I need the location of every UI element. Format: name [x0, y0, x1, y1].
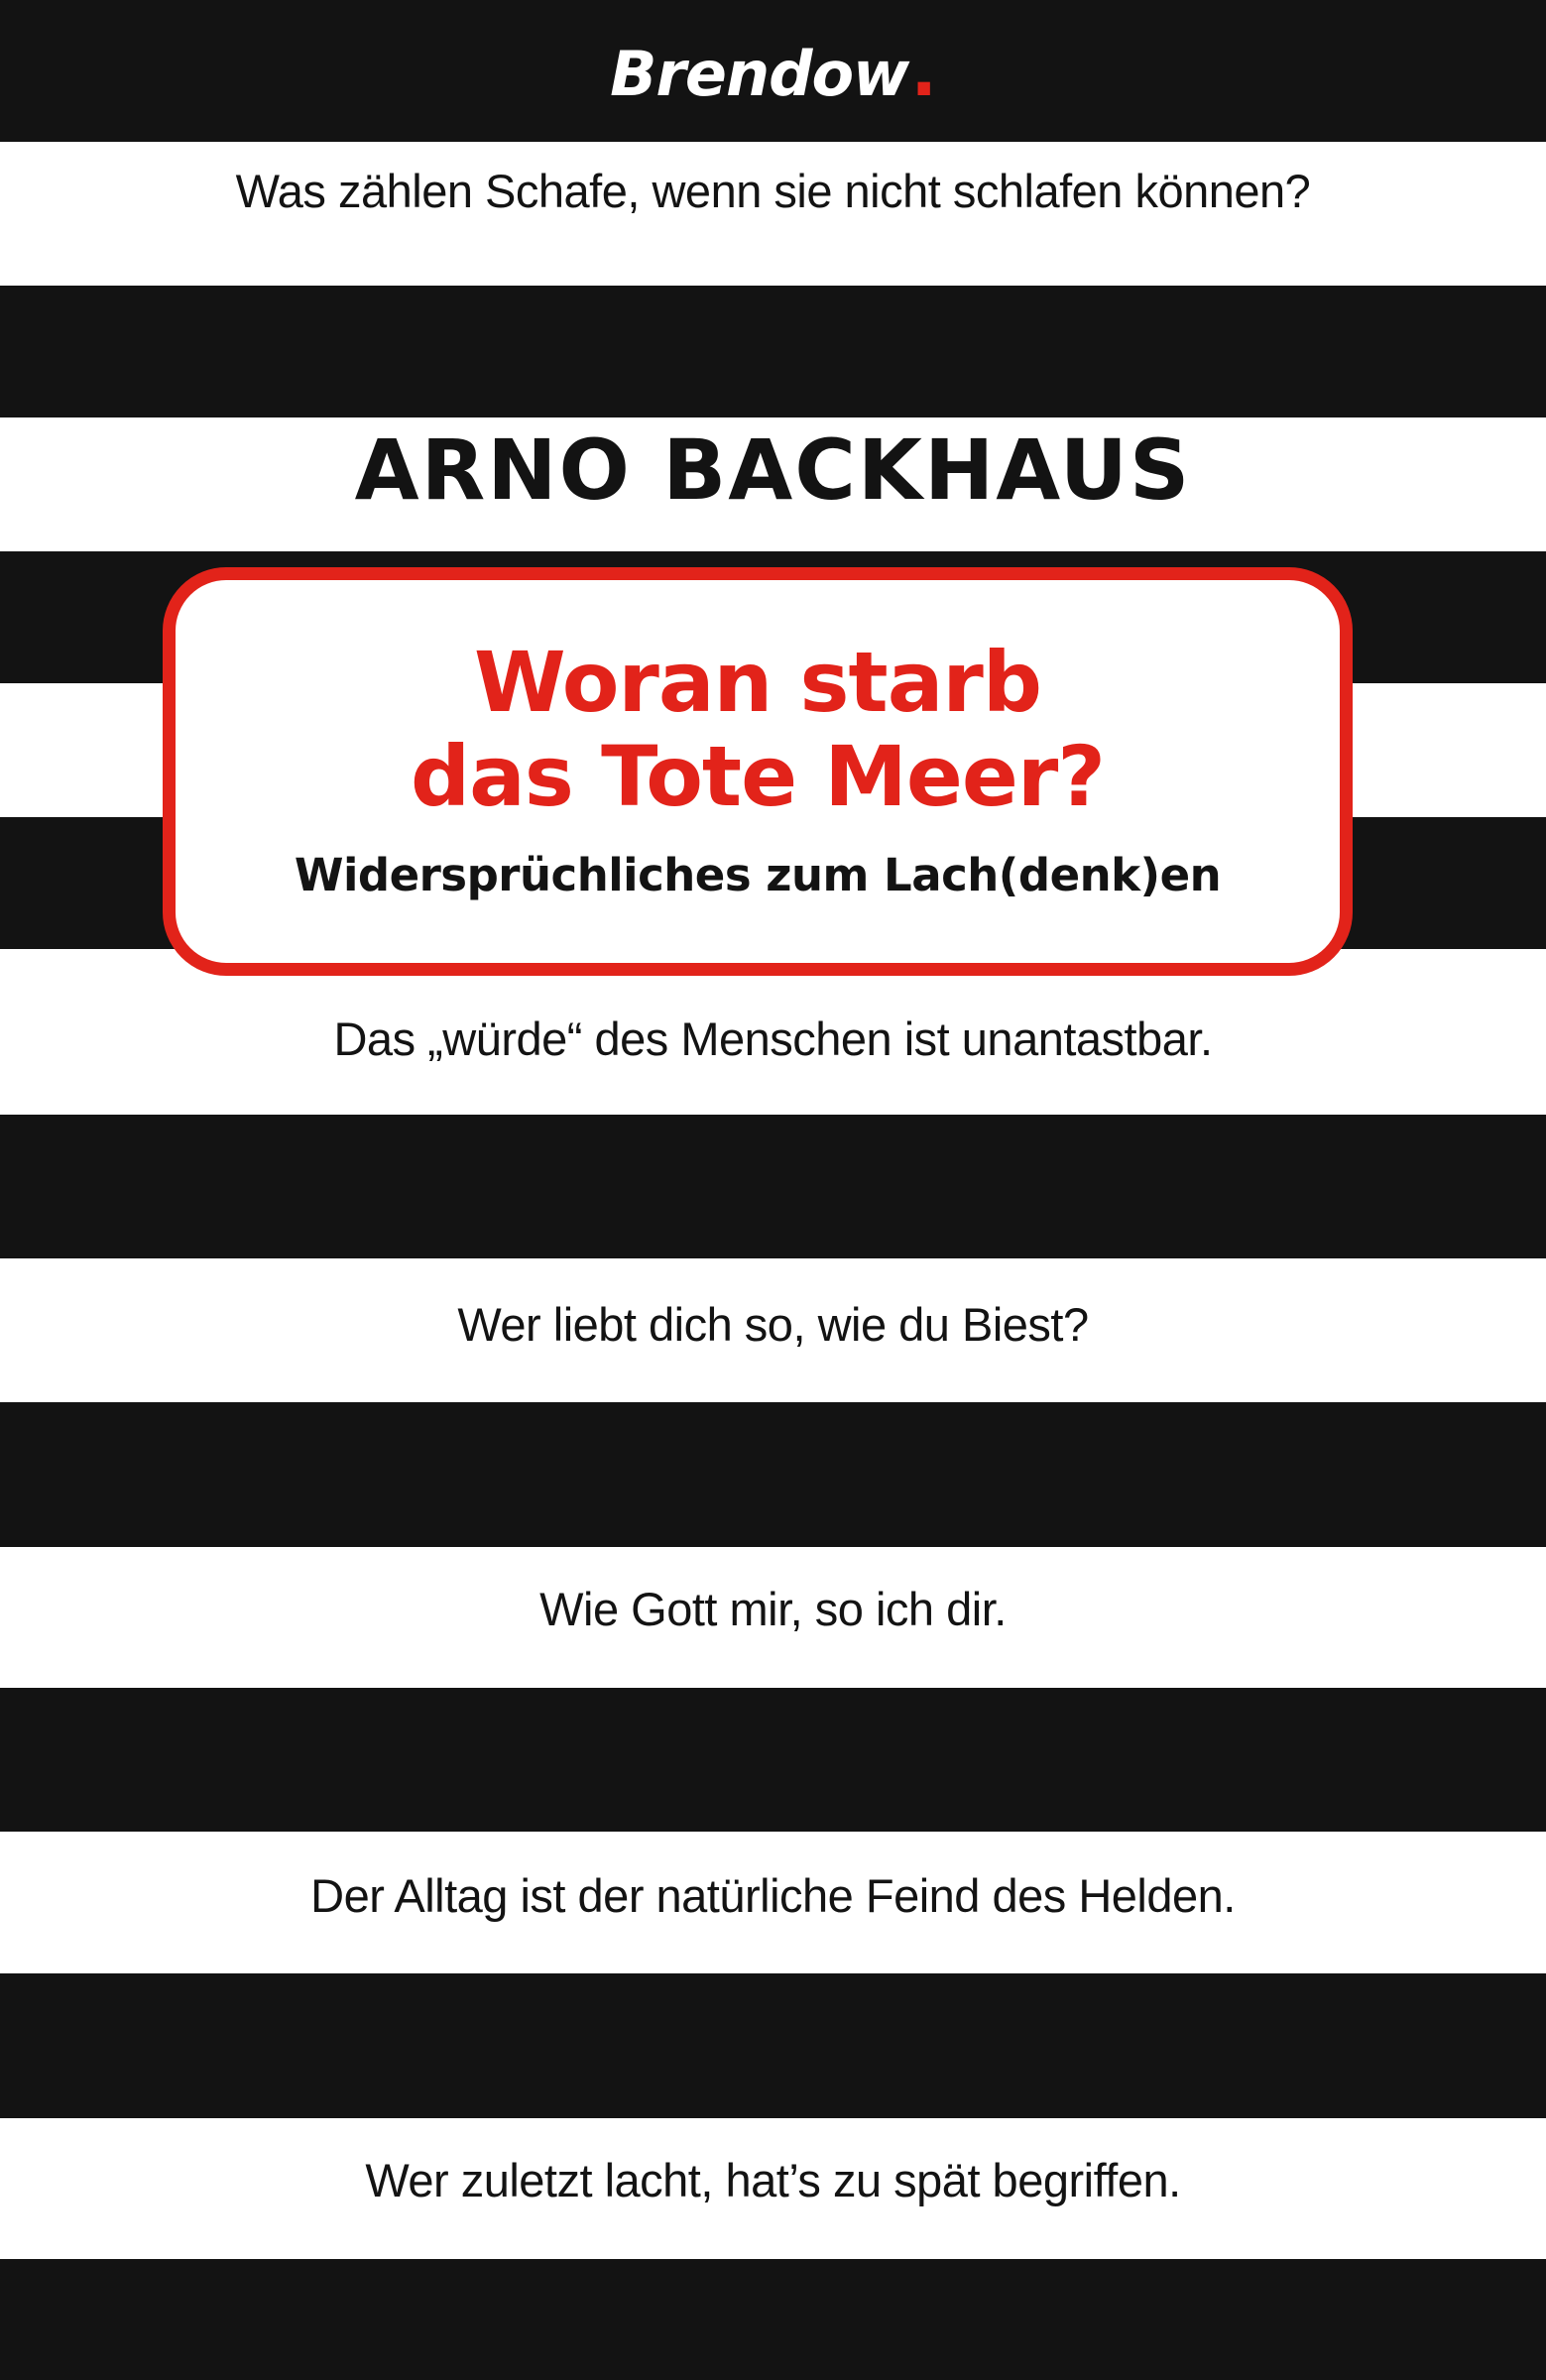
joke-line-3: Wer liebt dich so, wie du Biest?	[457, 1298, 1089, 1351]
publisher-bar	[0, 0, 1546, 142]
stripe-7	[0, 1688, 1546, 1832]
joke-line-6: Wer zuletzt lacht, hat’s zu spät begriffen.	[365, 2154, 1181, 2206]
joke-line-4: Wie Gott mir, so ich dir.	[539, 1583, 1007, 1635]
joke-line-5: Der Alltag ist der natürliche Feind des Helden.	[310, 1869, 1236, 1922]
author-name: ARNO BACKHAUS	[354, 421, 1192, 519]
stripe-6	[0, 1402, 1546, 1547]
joke-line-2: Das „würde“ des Menschen ist unantastbar.	[333, 1012, 1213, 1065]
publisher-name: Brendow	[610, 37, 909, 110]
stripe-5	[0, 1115, 1546, 1258]
title-line-2: das Tote Meer?	[411, 727, 1105, 825]
title-main	[411, 634, 1105, 825]
title-line-1: Woran starb	[474, 634, 1041, 732]
joke-line-1: Was zählen Schafe, wenn sie nicht schlafen können?	[235, 165, 1311, 217]
stripe-9	[0, 2259, 1546, 2380]
stripe-8	[0, 1973, 1546, 2118]
title-subtitle: Widersprüchliches zum Lach(denk)en	[294, 848, 1222, 901]
publisher-logo	[610, 30, 936, 112]
stripe-2	[0, 286, 1546, 417]
publisher-logo-dot: .	[910, 30, 936, 112]
title-plate	[163, 567, 1353, 976]
